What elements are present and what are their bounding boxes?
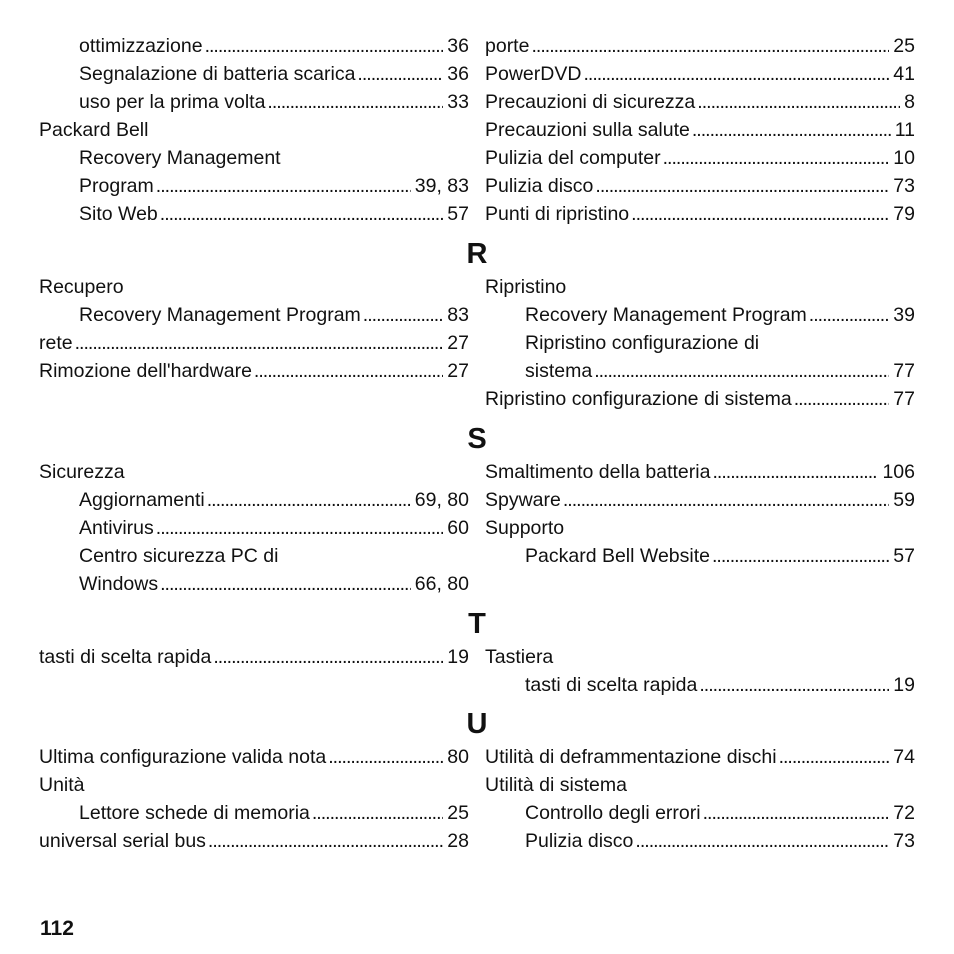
dot-leader [779, 743, 890, 771]
entry-label: Packard Bell [39, 119, 149, 141]
entry-page-number: 83 [447, 304, 469, 326]
index-entry [485, 385, 915, 413]
entry-page-number: 25 [893, 35, 915, 57]
dot-leader [357, 60, 443, 88]
section-letter: U [466, 708, 488, 740]
entry-label: Precauzioni di sicurezza [485, 91, 696, 113]
index-heading [485, 514, 915, 542]
index-entry [485, 88, 915, 116]
index-entry [525, 671, 915, 699]
dot-leader [703, 799, 890, 827]
entry-label: porte [485, 35, 530, 57]
dot-leader [531, 32, 889, 60]
entry-page-number: 77 [893, 360, 915, 382]
index-entry [79, 60, 469, 88]
index-entry [79, 172, 469, 200]
entry-page-number: 72 [893, 802, 915, 824]
entry-page-number: 39 [893, 304, 915, 326]
entry-page-number: 59 [893, 489, 915, 511]
index-heading [485, 771, 915, 799]
dot-leader [75, 329, 444, 357]
dot-leader [312, 799, 443, 827]
entry-label: PowerDVD [485, 63, 582, 85]
entry-label: Pulizia disco [525, 830, 634, 852]
entry-page-number: 11 [894, 119, 915, 141]
dot-leader [663, 144, 890, 172]
index-heading [39, 273, 469, 301]
entry-label: tasti di scelta rapida [525, 674, 698, 696]
entry-page-number: 74 [893, 746, 915, 768]
dot-leader [712, 542, 889, 570]
index-heading [39, 771, 469, 799]
dot-leader [594, 357, 889, 385]
dot-leader [635, 827, 889, 855]
entry-page-number: 57 [893, 545, 915, 567]
entry-label: Pulizia disco [485, 175, 594, 197]
dot-leader [156, 514, 444, 542]
index-heading [525, 329, 915, 357]
index-entry [79, 32, 469, 60]
dot-leader [809, 301, 890, 329]
index-heading [485, 273, 915, 301]
entry-page-number: 25 [447, 802, 469, 824]
dot-leader [692, 116, 891, 144]
dot-leader [205, 32, 444, 60]
index-entry [525, 357, 915, 385]
entry-label: sistema [525, 360, 593, 382]
entry-page-number: 27 [447, 360, 469, 382]
section-letter: S [467, 423, 487, 455]
index-entry [39, 827, 469, 855]
index-entry [79, 200, 469, 228]
entry-label: Segnalazione di batteria scarica [79, 63, 356, 85]
dot-leader [631, 200, 889, 228]
index-entry [79, 570, 469, 598]
entry-label: ottimizzazione [79, 35, 203, 57]
index-entry [39, 743, 469, 771]
index-entry [39, 357, 469, 385]
entry-page-number: 36 [447, 35, 469, 57]
index-entry [79, 799, 469, 827]
index-entry [39, 329, 469, 357]
index-heading [39, 116, 469, 144]
dot-leader [207, 486, 411, 514]
entry-page-number: 41 [893, 63, 915, 85]
entry-label: Tastiera [485, 646, 554, 668]
entry-label: Centro sicurezza PC di [79, 545, 279, 567]
entry-page-number: 8 [904, 91, 915, 113]
index-entry [485, 743, 915, 771]
index-entry [79, 514, 469, 542]
entry-label: tasti di scelta rapida [39, 646, 212, 668]
entry-page-number: 66, 80 [414, 573, 469, 595]
dot-leader [794, 385, 890, 413]
entry-label: Pulizia del computer [485, 147, 661, 169]
index-entry [485, 172, 915, 200]
index-entry [485, 144, 915, 172]
index-entry [485, 32, 915, 60]
entry-page-number: 106 [882, 461, 915, 483]
entry-page-number: 60 [447, 517, 469, 539]
index-entry [485, 60, 915, 88]
dot-leader [208, 827, 443, 855]
entry-label: Utilità di sistema [485, 774, 627, 796]
entry-page-number: 19 [447, 646, 469, 668]
dot-leader [697, 88, 900, 116]
entry-page-number: 77 [893, 388, 915, 410]
entry-label: Recovery Management [79, 147, 281, 169]
index-entry [79, 301, 469, 329]
index-entry [79, 486, 469, 514]
dot-leader [254, 357, 443, 385]
entry-label: Recovery Management Program [79, 304, 361, 326]
entry-label: Smaltimento della batteria [485, 461, 711, 483]
index-entry [525, 542, 915, 570]
index-heading [39, 458, 469, 486]
entry-label: Rimozione dell'hardware [39, 360, 252, 382]
entry-label: Supporto [485, 517, 565, 539]
entry-label: universal serial bus [39, 830, 206, 852]
index-heading [485, 643, 915, 671]
entry-label: Punti di ripristino [485, 203, 630, 225]
entry-label: Antivirus [79, 517, 154, 539]
entry-page-number: 27 [447, 332, 469, 354]
entry-label: Ripristino configurazione di [525, 332, 760, 354]
index-entry [525, 301, 915, 329]
entry-page-number: 19 [893, 674, 915, 696]
index-entry [525, 827, 915, 855]
entry-label: Windows [79, 573, 159, 595]
dot-leader [699, 671, 889, 699]
entry-label: Controllo degli errori [525, 802, 701, 824]
entry-page-number: 73 [893, 830, 915, 852]
index-entry [525, 799, 915, 827]
entry-label: Recovery Management Program [525, 304, 807, 326]
entry-page-number: 73 [893, 175, 915, 197]
entry-page-number: 57 [447, 203, 469, 225]
entry-page-number: 36 [447, 63, 469, 85]
index-heading [79, 144, 469, 172]
entry-label: Sito Web [79, 203, 158, 225]
entry-label: uso per la prima volta [79, 91, 266, 113]
entry-label: Ultima configurazione valida nota [39, 746, 327, 768]
entry-label: Ripristino configurazione di sistema [485, 388, 792, 410]
entry-label: Lettore schede di memoria [79, 802, 310, 824]
entry-label: Ripristino [485, 276, 567, 298]
entry-page-number: 69, 80 [414, 489, 469, 511]
dot-leader [583, 60, 889, 88]
entry-label: Precauzioni sulla salute [485, 119, 690, 141]
section-letter: T [468, 608, 486, 640]
entry-label: Packard Bell Website [525, 545, 710, 567]
index-entry [485, 200, 915, 228]
dot-leader [213, 643, 443, 671]
dot-leader [156, 172, 411, 200]
entry-page-number: 10 [893, 147, 915, 169]
index-entry [485, 486, 915, 514]
section-letter: R [466, 238, 488, 270]
entry-label: Utilità di deframmentazione dischi [485, 746, 777, 768]
entry-label: rete [39, 332, 73, 354]
dot-leader [160, 200, 444, 228]
entry-label: Recupero [39, 276, 124, 298]
entry-page-number: 79 [893, 203, 915, 225]
entry-label: Program [79, 175, 154, 197]
entry-label: Sicurezza [39, 461, 125, 483]
entry-page-number: 80 [447, 746, 469, 768]
index-entry [39, 643, 469, 671]
dot-leader [328, 743, 443, 771]
entry-page-number: 28 [447, 830, 469, 852]
dot-leader [363, 301, 444, 329]
dot-leader [712, 458, 878, 486]
dot-leader [595, 172, 889, 200]
page-number: 112 [40, 917, 74, 940]
dot-leader [563, 486, 889, 514]
index-entry [485, 458, 915, 486]
entry-label: Aggiornamenti [79, 489, 205, 511]
entry-label: Unità [39, 774, 85, 796]
index-entry [79, 88, 469, 116]
dot-leader [160, 570, 411, 598]
entry-page-number: 39, 83 [414, 175, 469, 197]
index-entry [485, 116, 915, 144]
dot-leader [267, 88, 443, 116]
entry-page-number: 33 [447, 91, 469, 113]
index-heading [79, 542, 469, 570]
entry-label: Spyware [485, 489, 561, 511]
